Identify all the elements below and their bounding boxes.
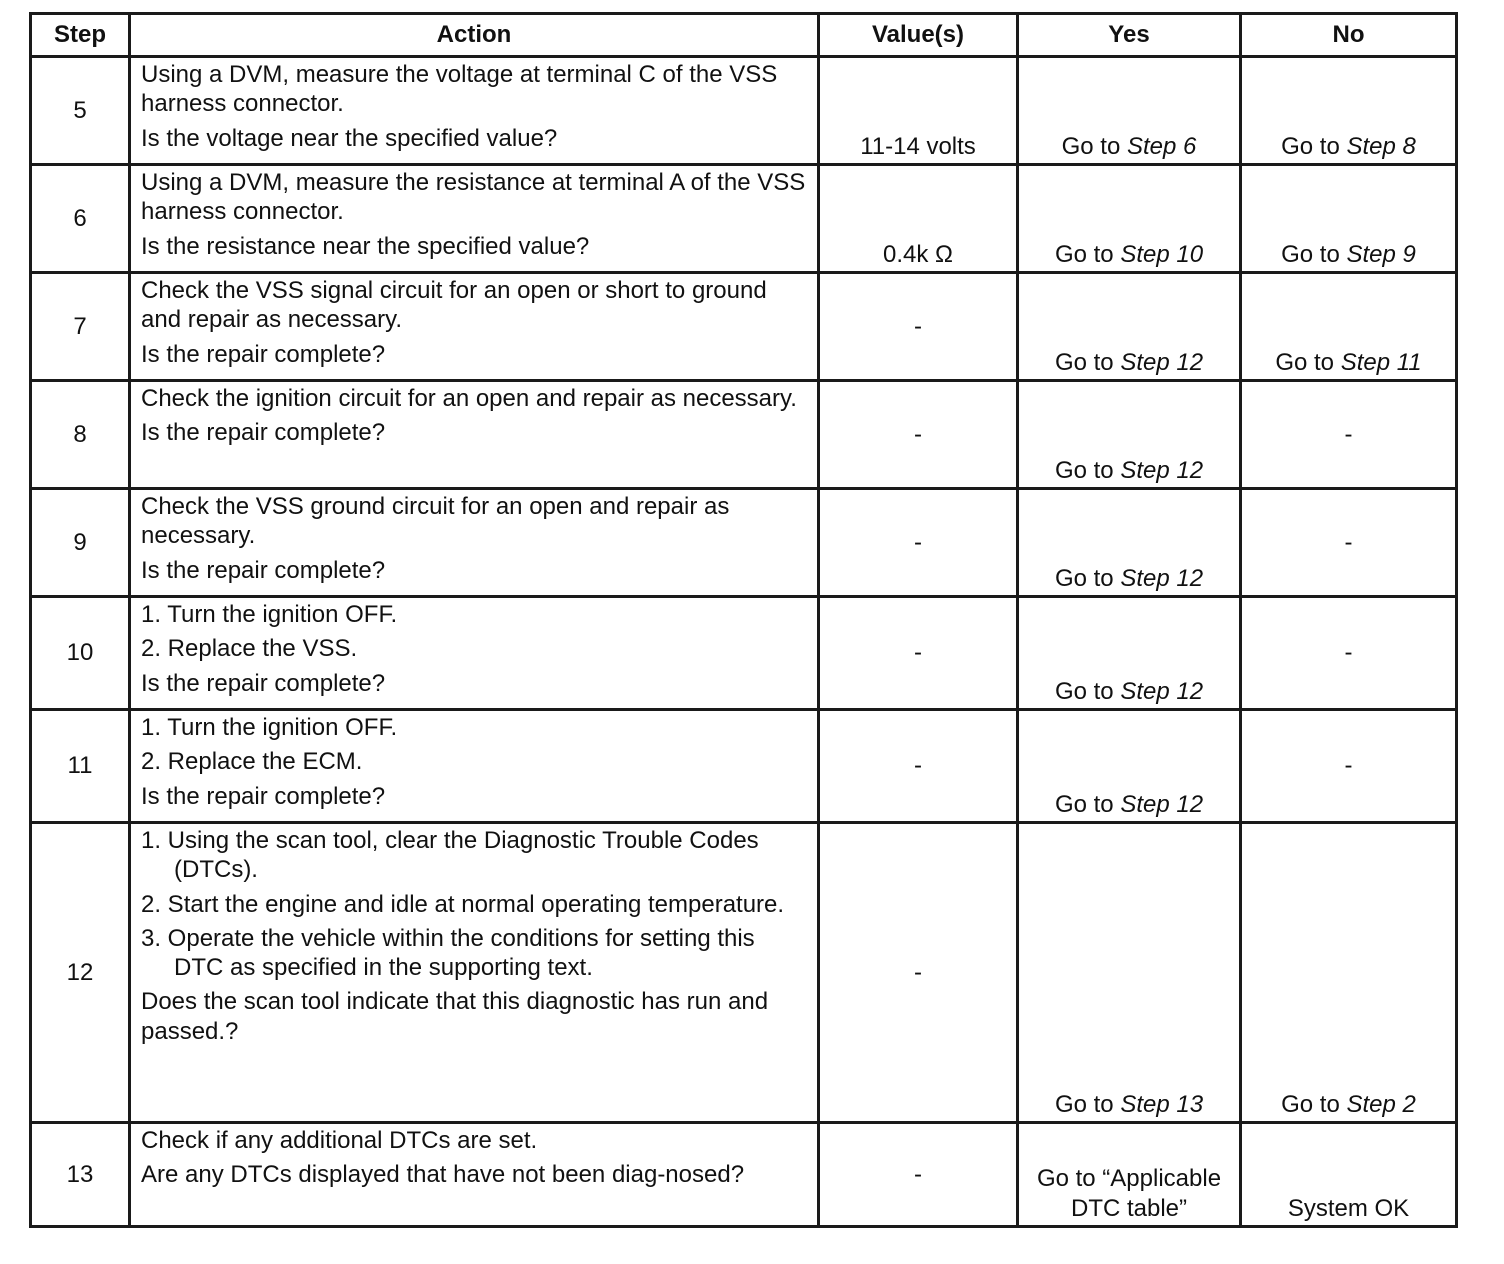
value-cell: - bbox=[819, 597, 1018, 710]
step-link: Step 13 bbox=[1120, 1090, 1204, 1118]
action-list-item: 1. Using the scan tool, clear the Diagnostic Trouble Codes (DTCs). bbox=[141, 827, 759, 884]
step-link: Step 12 bbox=[1120, 564, 1204, 592]
yes-cell bbox=[1018, 823, 1241, 1123]
no-cell bbox=[1241, 165, 1457, 273]
step-link: Step 12 bbox=[1120, 456, 1204, 484]
action-line: Check the VSS signal circuit for an open or short to ground and repair as necessary. bbox=[141, 277, 767, 334]
no-cell: - bbox=[1241, 597, 1457, 710]
action-line: Check the ignition circuit for an open and repair as necessary. bbox=[141, 385, 797, 412]
action-list-item: 1. Turn the ignition OFF. bbox=[141, 601, 398, 628]
header-step: Step bbox=[31, 14, 130, 57]
table-row bbox=[31, 489, 1457, 597]
action-list-item: 2. Replace the VSS. bbox=[141, 635, 358, 663]
table-row bbox=[31, 597, 1457, 710]
no-cell: - bbox=[1241, 710, 1457, 823]
action-line: Is the repair complete? bbox=[141, 556, 386, 584]
step-number: 9 bbox=[31, 489, 130, 597]
step-number: 13 bbox=[31, 1123, 130, 1227]
goto-prefix: Go to bbox=[1054, 564, 1114, 592]
table-row bbox=[31, 273, 1457, 381]
step-number: 10 bbox=[31, 597, 130, 710]
goto-prefix: Go to bbox=[1281, 132, 1340, 160]
action-cell bbox=[130, 273, 819, 381]
value-cell: - bbox=[819, 1123, 1018, 1227]
yes-cell: Go to “Applicable DTC table” bbox=[1018, 1123, 1241, 1227]
step-link: Step 10 bbox=[1120, 240, 1204, 268]
table-row bbox=[31, 57, 1457, 165]
action-cell bbox=[130, 1123, 819, 1227]
action-cell bbox=[130, 165, 819, 273]
action-line: Is the repair complete? bbox=[141, 419, 386, 447]
table-row bbox=[31, 165, 1457, 273]
header-no: No bbox=[1241, 14, 1457, 57]
value-cell: - bbox=[819, 273, 1018, 381]
header-row bbox=[31, 14, 1457, 57]
header-values: Value(s) bbox=[819, 14, 1018, 57]
yes-cell bbox=[1018, 597, 1241, 710]
no-cell: - bbox=[1241, 489, 1457, 597]
action-list-item: 2. Replace the ECM. bbox=[141, 748, 363, 776]
step-link: Step 8 bbox=[1346, 132, 1416, 160]
action-line: Using a DVM, measure the voltage at terminal C of the VSS harness connector. bbox=[141, 61, 778, 118]
action-line: Does the scan tool indicate that this diagnostic has run and passed.? bbox=[141, 988, 769, 1045]
action-cell bbox=[130, 489, 819, 597]
action-line: Is the repair complete? bbox=[141, 340, 386, 368]
no-cell: System OK bbox=[1241, 1123, 1457, 1227]
table-row bbox=[31, 1123, 1457, 1227]
value-cell: - bbox=[819, 489, 1018, 597]
no-cell bbox=[1241, 57, 1457, 165]
goto-prefix: Go to bbox=[1275, 348, 1335, 376]
table-row bbox=[31, 381, 1457, 489]
header-action: Action bbox=[130, 14, 819, 57]
step-number: 7 bbox=[31, 273, 130, 381]
step-number: 6 bbox=[31, 165, 130, 273]
yes-cell bbox=[1018, 381, 1241, 489]
action-cell bbox=[130, 57, 819, 165]
no-cell bbox=[1241, 823, 1457, 1123]
header-yes: Yes bbox=[1018, 14, 1241, 57]
action-line: Is the resistance near the specified value? bbox=[141, 232, 590, 260]
step-link: Step 9 bbox=[1346, 240, 1416, 268]
goto-prefix: Go to bbox=[1281, 1090, 1340, 1118]
goto-prefix: Go to bbox=[1061, 132, 1121, 160]
goto-prefix: Go to bbox=[1054, 348, 1114, 376]
goto-prefix: Go to bbox=[1054, 677, 1114, 705]
yes-cell bbox=[1018, 273, 1241, 381]
action-cell bbox=[130, 597, 819, 710]
value-cell: 11-14 volts bbox=[819, 57, 1018, 165]
no-cell bbox=[1241, 273, 1457, 381]
action-line: Is the repair complete? bbox=[141, 782, 386, 810]
step-link: Step 11 bbox=[1340, 348, 1422, 376]
action-line: Check the VSS ground circuit for an open and repair as necessary. bbox=[141, 493, 730, 550]
action-cell bbox=[130, 381, 819, 489]
step-number: 8 bbox=[31, 381, 130, 489]
value-cell: - bbox=[819, 381, 1018, 489]
value-cell: - bbox=[819, 823, 1018, 1123]
action-line: Using a DVM, measure the resistance at terminal A of the VSS harness connector. bbox=[141, 169, 806, 226]
table-row bbox=[31, 823, 1457, 1123]
goto-prefix: Go to bbox=[1054, 456, 1114, 484]
no-cell: - bbox=[1241, 381, 1457, 489]
value-cell: - bbox=[819, 710, 1018, 823]
step-number: 12 bbox=[31, 823, 130, 1123]
action-cell bbox=[130, 710, 819, 823]
diagnostic-table bbox=[29, 12, 1458, 1228]
value-cell: 0.4k Ω bbox=[819, 165, 1018, 273]
action-list-item: 3. Operate the vehicle within the conditions for setting this DTC as specified in the supporting text. bbox=[141, 924, 755, 982]
table-row bbox=[31, 710, 1457, 823]
goto-prefix: Go to bbox=[1054, 1090, 1114, 1118]
goto-prefix: Go to bbox=[1281, 240, 1340, 268]
action-line: Are any DTCs displayed that have not been diag-nosed? bbox=[141, 1161, 745, 1189]
step-link: Step 12 bbox=[1120, 348, 1204, 376]
action-line: Is the repair complete? bbox=[141, 669, 386, 697]
yes-cell bbox=[1018, 489, 1241, 597]
action-cell bbox=[130, 823, 819, 1123]
action-line: Is the voltage near the specified value? bbox=[141, 124, 558, 152]
yes-cell bbox=[1018, 57, 1241, 165]
action-list-item: 2. Start the engine and idle at normal operating temperature. bbox=[141, 890, 785, 918]
step-number: 5 bbox=[31, 57, 130, 165]
step-link: Step 6 bbox=[1126, 132, 1197, 160]
step-link: Step 12 bbox=[1120, 677, 1204, 705]
step-link: Step 2 bbox=[1346, 1090, 1416, 1118]
yes-cell bbox=[1018, 710, 1241, 823]
yes-cell bbox=[1018, 165, 1241, 273]
action-line: Check if any additional DTCs are set. bbox=[141, 1127, 538, 1154]
step-link: Step 12 bbox=[1120, 790, 1204, 818]
action-list-item: 1. Turn the ignition OFF. bbox=[141, 714, 398, 741]
goto-prefix: Go to bbox=[1054, 240, 1114, 268]
step-number: 11 bbox=[31, 710, 130, 823]
goto-prefix: Go to bbox=[1054, 790, 1114, 818]
